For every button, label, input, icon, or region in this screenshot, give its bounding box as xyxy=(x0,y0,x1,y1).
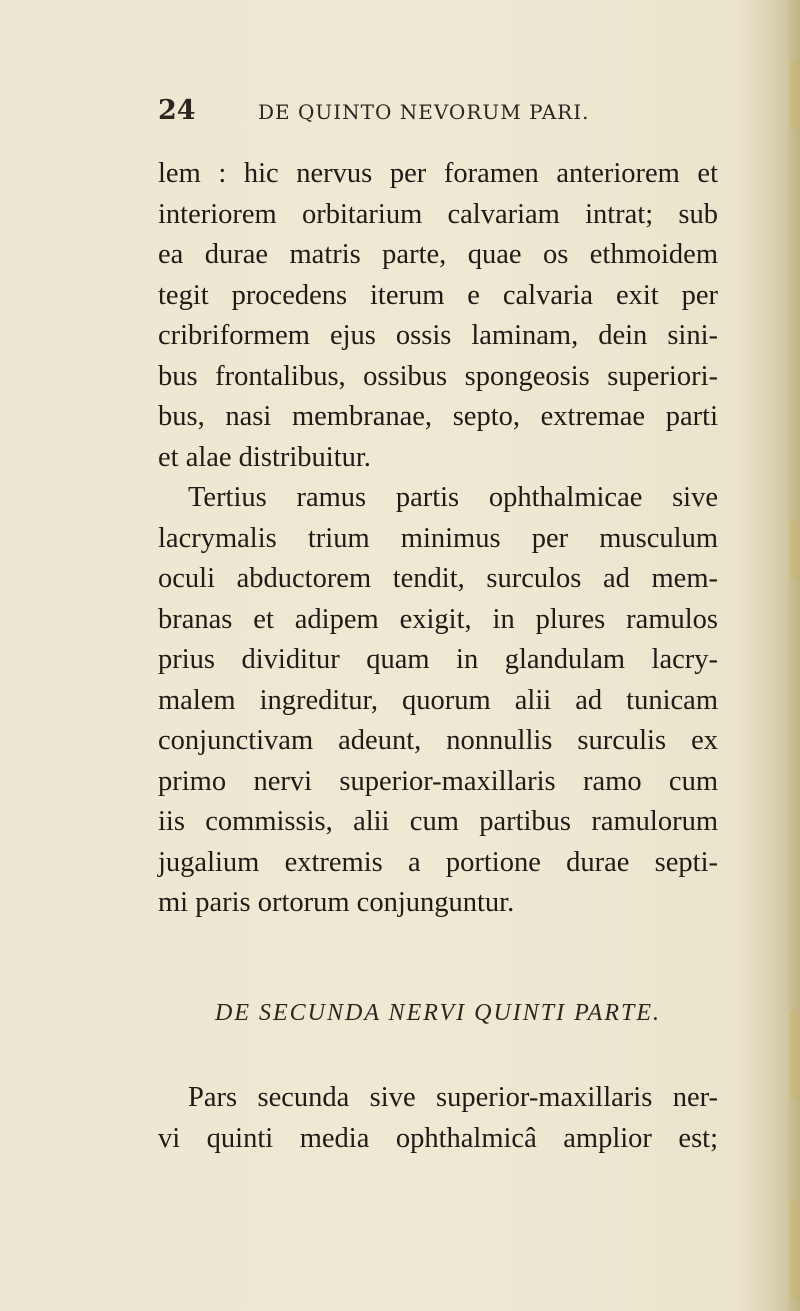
text-line: ea durae matris parte, quae os ethmoidem xyxy=(158,239,718,270)
text-line: iis commissis, alii cum partibus ramulorum xyxy=(158,806,718,837)
page-edge-stain xyxy=(790,60,798,130)
paragraph xyxy=(158,1078,718,1159)
text-line: tegit procedens iterum e calvaria exit per xyxy=(158,279,718,311)
running-title: DE QUINTO NEVORUM PARI. xyxy=(258,100,590,124)
text-line: bus, nasi membranae, septo, extremae parti xyxy=(158,401,718,432)
text-line: jugalium extremis a portione durae septi- xyxy=(158,846,718,878)
page-edge-stain xyxy=(790,520,798,580)
running-head xyxy=(158,95,718,135)
text-line: mi paris ortorum conjunguntur. xyxy=(158,887,515,918)
text-line: lem : hic nervus per foramen anteriorem et xyxy=(158,158,718,189)
page-number: 24 xyxy=(158,95,196,126)
page-edge-stain xyxy=(790,1200,798,1300)
text-line: primo nervi superior-maxillaris ramo cum xyxy=(158,765,718,797)
text-line: bus frontalibus, ossibus spongeosis superiori- xyxy=(158,360,718,392)
text-line: vi quinti media ophthalmicâ amplior est; xyxy=(158,1122,718,1154)
text-line: branas et adipem exigit, in plures ramulos xyxy=(158,603,718,635)
section-heading: DE SECUNDA NERVI QUINTI PARTE. xyxy=(215,1000,662,1026)
text-line: conjunctivam adeunt, nonnullis surculis ex xyxy=(158,725,718,756)
main-text xyxy=(158,154,718,924)
text-line: Pars secunda sive superior-maxillaris ner- xyxy=(188,1082,718,1113)
text-line: malem ingreditur, quorum alii ad tunicam xyxy=(158,684,718,716)
paragraph xyxy=(158,154,718,478)
page-edge-shadow xyxy=(786,0,800,1311)
text-line: et alae distribuitur. xyxy=(158,441,371,473)
main-text xyxy=(158,1078,718,1159)
text-line: prius dividitur quam in glandulam lacry- xyxy=(158,644,718,675)
page-edge-stain xyxy=(790,1010,798,1100)
text-line: lacrymalis trium minimus per musculum xyxy=(158,522,718,554)
text-line: cribriformem ejus ossis laminam, dein sini- xyxy=(158,320,718,351)
text-line: oculi abductorem tendit, surculos ad mem- xyxy=(158,563,718,594)
text-line: Tertius ramus partis ophthalmicae sive xyxy=(188,482,718,513)
text-line: interiorem orbitarium calvariam intrat; sub xyxy=(158,198,718,230)
paragraph xyxy=(158,478,718,924)
